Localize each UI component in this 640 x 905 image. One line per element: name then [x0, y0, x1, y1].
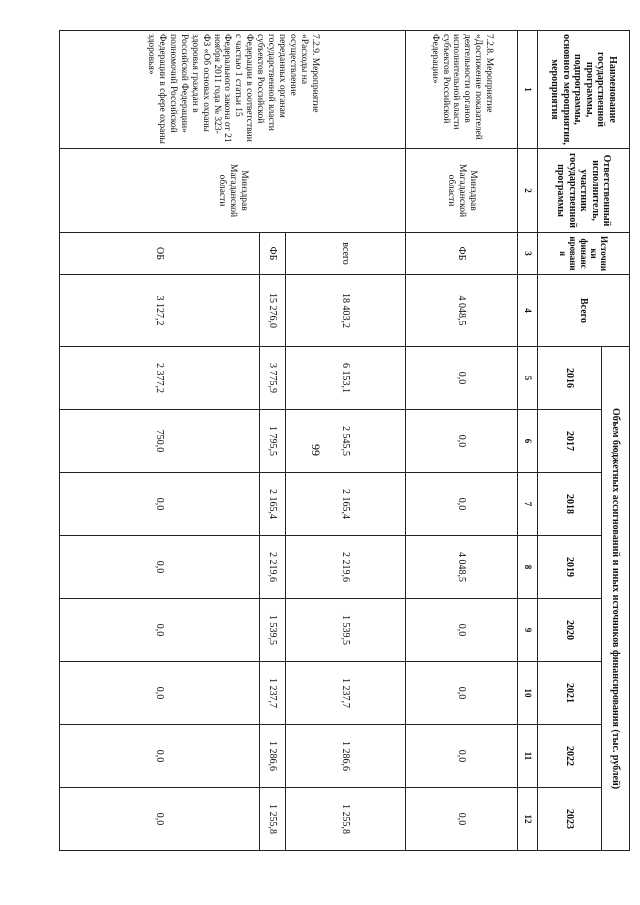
column-number: 10 — [518, 662, 538, 725]
row-value: 2 219,6 — [286, 536, 406, 599]
row-total: 18 403,2 — [286, 275, 406, 347]
column-number: 11 — [518, 725, 538, 788]
header-funding-group: Объем бюджетных ассигнований и иных источников финансирования (тыс. рублей) — [602, 347, 630, 851]
column-number: 9 — [518, 599, 538, 662]
row-value: 0,0 — [60, 599, 260, 662]
row-value: 6 153,1 — [286, 347, 406, 410]
row-value: 2 377,2 — [60, 347, 260, 410]
row-total: 4 048,5 — [406, 275, 518, 347]
row-value: 2 165,4 — [260, 473, 286, 536]
header-row-1 — [602, 31, 630, 851]
row-value: 0,0 — [60, 662, 260, 725]
header-year: 2022 — [538, 725, 602, 788]
header-total: Всего — [538, 275, 630, 347]
row-value: 0,0 — [406, 599, 518, 662]
row-name: 7.2.8. Мероприятие «Достижение показателей деятельности органов исполнительной власти субъектов Российской Федерации» — [406, 31, 518, 149]
row-value: 1 539,5 — [286, 599, 406, 662]
header-year: 2023 — [538, 788, 602, 851]
table-row — [286, 31, 406, 851]
row-source: всего — [286, 233, 406, 275]
column-number: 6 — [518, 410, 538, 473]
row-name: 7.2.9. Мероприятие «Расходы на осуществление переданных органам государственной власти субъектов Российской Федерации в соответствии с частью 1 статьи 15 Федерального закона от 21 ноября 2011 года № 323-ФЗ «Об основах охраны здоровья граждан в Российской Федерации» полномочий Российской Федерации в сфере охраны здоровья» — [60, 31, 406, 149]
row-value: 1 539,5 — [260, 599, 286, 662]
row-value: 2 545,5 — [286, 410, 406, 473]
page-number: 99 — [309, 444, 323, 456]
column-number: 5 — [518, 347, 538, 410]
header-name: Наименование государственной программы, подпрограммы, основного мероприятия, мероприятия — [538, 31, 630, 149]
column-number: 1 — [518, 31, 538, 149]
column-number: 2 — [518, 149, 538, 233]
row-value: 1 286,6 — [286, 725, 406, 788]
row-value: 0,0 — [406, 410, 518, 473]
column-number: 4 — [518, 275, 538, 347]
row-value: 1 255,8 — [260, 788, 286, 851]
row-value: 1 255,8 — [286, 788, 406, 851]
row-value: 0,0 — [406, 347, 518, 410]
row-source: ФБ — [406, 233, 518, 275]
row-value: 4 048,5 — [406, 536, 518, 599]
row-executor: Минздрав Магаданской области — [60, 149, 406, 233]
header-year: 2018 — [538, 473, 602, 536]
row-value: 750,0 — [60, 410, 260, 473]
header-year: 2017 — [538, 410, 602, 473]
row-value: 0,0 — [60, 725, 260, 788]
column-number: 7 — [518, 473, 538, 536]
column-number: 12 — [518, 788, 538, 851]
row-value: 0,0 — [60, 473, 260, 536]
header-year: 2016 — [538, 347, 602, 410]
row-value: 0,0 — [406, 725, 518, 788]
header-year: 2021 — [538, 662, 602, 725]
row-value: 0,0 — [406, 788, 518, 851]
row-executor: Минздрав Магаданской области — [406, 149, 518, 233]
row-value: 2 165,4 — [286, 473, 406, 536]
funding-table — [59, 30, 630, 851]
row-value: 0,0 — [60, 536, 260, 599]
column-number: 3 — [518, 233, 538, 275]
row-value: 1 795,5 — [260, 410, 286, 473]
table-row — [406, 31, 518, 851]
header-executor: Ответственный исполнитель, участник государственной программы — [538, 149, 630, 233]
row-value: 2 219,6 — [260, 536, 286, 599]
row-source: ФБ — [260, 233, 286, 275]
row-value: 0,0 — [406, 473, 518, 536]
row-value: 0,0 — [406, 662, 518, 725]
row-value: 1 237,7 — [260, 662, 286, 725]
row-total: 15 276,0 — [260, 275, 286, 347]
column-number: 8 — [518, 536, 538, 599]
row-source: ОБ — [60, 233, 260, 275]
row-value: 3 775,9 — [260, 347, 286, 410]
rotated-table-container — [60, 30, 630, 850]
row-value: 1 237,7 — [286, 662, 406, 725]
header-source: Источники финансирования — [538, 233, 630, 275]
row-value: 1 286,6 — [260, 725, 286, 788]
row-value: 0,0 — [60, 788, 260, 851]
row-total: 3 127,2 — [60, 275, 260, 347]
column-numbers-row — [518, 31, 538, 851]
header-year: 2019 — [538, 536, 602, 599]
header-year: 2020 — [538, 599, 602, 662]
